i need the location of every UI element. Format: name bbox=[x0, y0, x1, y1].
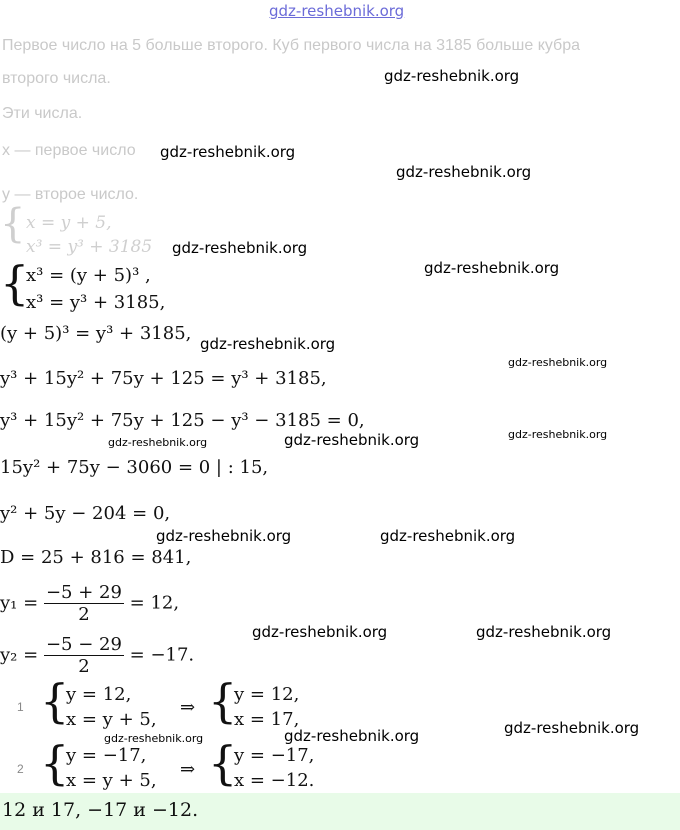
answer-text: 12 и 17, −17 и −12. bbox=[2, 799, 199, 821]
watermark: gdz-reshebnik.org bbox=[200, 335, 336, 353]
watermark: gdz-reshebnik.org bbox=[104, 732, 204, 745]
watermark: gdz-reshebnik.org bbox=[156, 527, 292, 545]
case2-right-line-1: y = −17, bbox=[234, 745, 315, 766]
root-y1-fraction bbox=[44, 582, 124, 625]
root-y1-numerator: −5 + 29 bbox=[45, 582, 122, 603]
answer-bar bbox=[0, 793, 680, 830]
equation-5: y² + 5y − 204 = 0, bbox=[0, 503, 171, 524]
watermark-top: gdz-reshebnik.org bbox=[269, 2, 405, 20]
watermark: gdz-reshebnik.org bbox=[284, 431, 420, 449]
case1-left-line-1: y = 12, bbox=[66, 684, 132, 705]
system1-line-1: x³ = (y + 5)³ , bbox=[26, 265, 151, 286]
watermark: gdz-reshebnik.org bbox=[284, 727, 420, 745]
watermark: gdz-reshebnik.org bbox=[160, 143, 296, 161]
faint-system-line-1: x = y + 5, bbox=[26, 213, 112, 233]
equation-2: y³ + 15y² + 75y + 125 = y³ + 3185, bbox=[0, 368, 327, 389]
watermark: gdz-reshebnik.org bbox=[424, 259, 560, 277]
case1-left-brace: { bbox=[40, 674, 70, 728]
watermark: gdz-reshebnik.org bbox=[172, 239, 308, 257]
root-y1-denominator: 2 bbox=[78, 604, 90, 625]
watermark: gdz-reshebnik.org bbox=[508, 428, 608, 441]
case2-arrow-icon: ⇒ bbox=[180, 759, 196, 780]
discriminant: D = 25 + 816 = 841, bbox=[0, 547, 192, 568]
watermark: gdz-reshebnik.org bbox=[384, 67, 520, 85]
root-y1-result: = 12, bbox=[129, 592, 180, 614]
watermark: gdz-reshebnik.org bbox=[476, 623, 612, 641]
system1-brace: { bbox=[0, 256, 30, 310]
watermark: gdz-reshebnik.org bbox=[508, 356, 608, 369]
problem-line-1: Первое число на 5 больше второго. Куб первого числа на 3185 больше кубра bbox=[2, 37, 581, 54]
root-y1 bbox=[0, 582, 179, 625]
problem-line-2: второго числа. bbox=[2, 70, 111, 87]
faint-system-brace: { bbox=[0, 201, 26, 247]
problem-line-3: Эти числа. bbox=[2, 105, 83, 122]
equation-1: (y + 5)³ = y³ + 3185, bbox=[0, 323, 192, 344]
root-y2 bbox=[0, 634, 194, 677]
equation-4: 15y² + 75y − 3060 = 0 | : 15, bbox=[0, 457, 269, 478]
root-y2-numerator: −5 − 29 bbox=[45, 634, 122, 655]
system1-line-2: x³ = y³ + 3185, bbox=[26, 292, 166, 313]
case2-left-brace: { bbox=[40, 736, 70, 790]
watermark: gdz-reshebnik.org bbox=[504, 719, 640, 737]
case2-right-brace: { bbox=[208, 736, 238, 790]
watermark: gdz-reshebnik.org bbox=[396, 163, 532, 181]
case2-left-line-1: y = −17, bbox=[66, 745, 147, 766]
root-y2-result: = −17. bbox=[129, 644, 195, 666]
var-y-definition: y — второе число. bbox=[2, 186, 139, 203]
case2-right-line-2: x = −12. bbox=[234, 770, 315, 791]
root-y1-label: y₁ = bbox=[0, 592, 39, 614]
watermark: gdz-reshebnik.org bbox=[380, 527, 516, 545]
case1-right-line-1: y = 12, bbox=[234, 684, 300, 705]
case1-number: 1 bbox=[17, 700, 24, 714]
case1-right-line-2: x = 17, bbox=[234, 709, 300, 730]
case1-arrow-icon: ⇒ bbox=[180, 697, 196, 718]
watermark: gdz-reshebnik.org bbox=[252, 623, 388, 641]
equation-3: y³ + 15y² + 75y + 125 − y³ − 3185 = 0, bbox=[0, 410, 365, 431]
case2-left-line-2: x = y + 5, bbox=[66, 770, 157, 791]
case1-left-line-2: x = y + 5, bbox=[66, 709, 157, 730]
var-x-definition: x — первое число bbox=[2, 142, 136, 159]
case2-number: 2 bbox=[17, 762, 24, 776]
root-y2-label: y₂ = bbox=[0, 644, 39, 666]
watermark: gdz-reshebnik.org bbox=[108, 436, 208, 449]
case1-right-brace: { bbox=[208, 674, 238, 728]
root-y2-fraction bbox=[44, 634, 124, 677]
faint-system-line-2: x³ = y³ + 3185 bbox=[26, 237, 153, 257]
root-y2-denominator: 2 bbox=[78, 656, 90, 677]
